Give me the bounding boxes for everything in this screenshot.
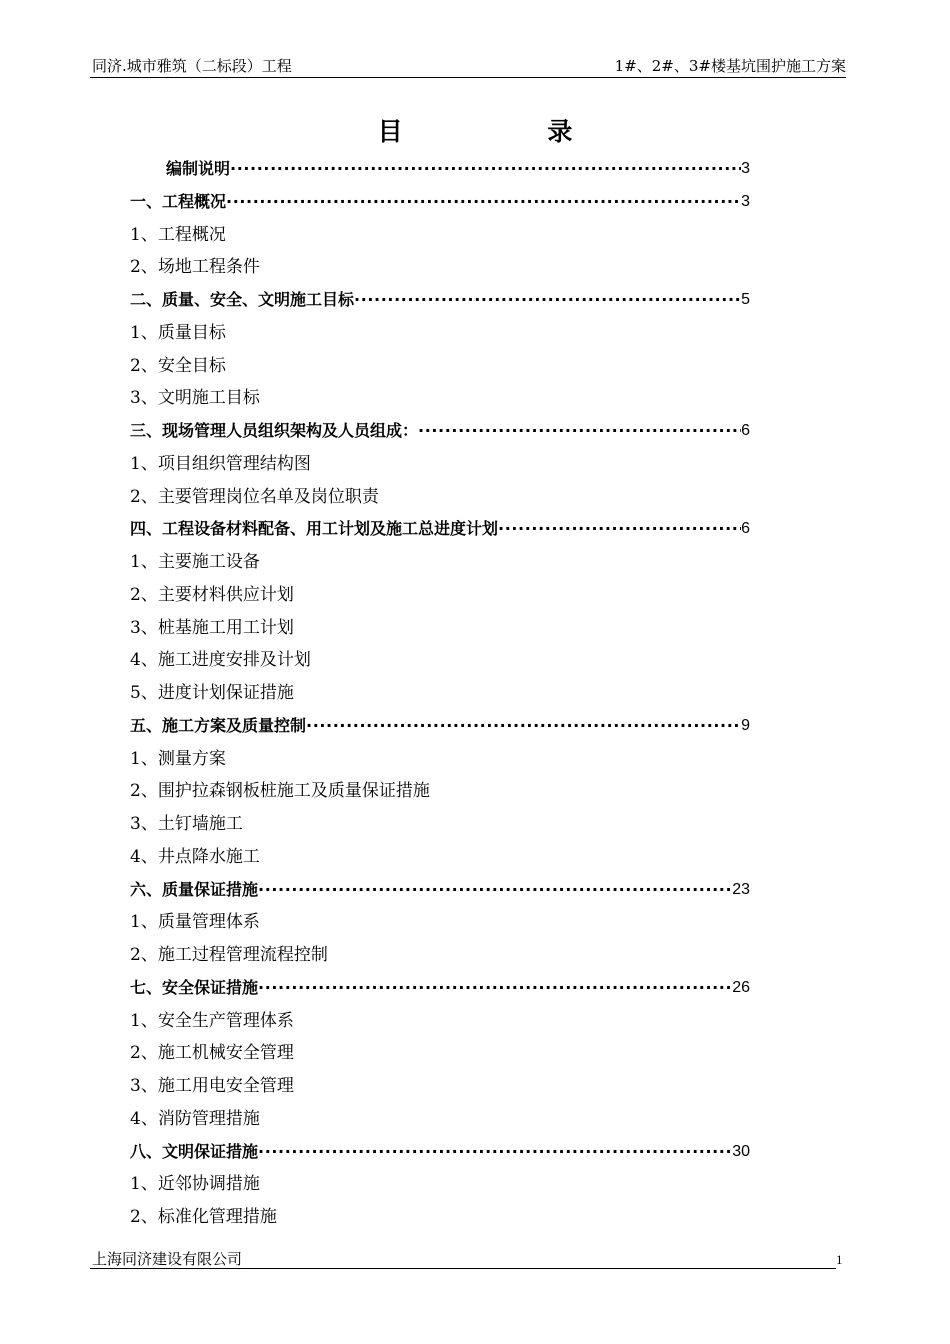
toc-leader-dots bbox=[418, 415, 741, 448]
toc-entry-label: 二、质量、安全、文明施工目标 bbox=[130, 290, 355, 309]
toc-entry-page: 26 bbox=[732, 978, 750, 996]
toc-entry-page: 30 bbox=[732, 1142, 750, 1160]
page-number: 1 bbox=[836, 1252, 843, 1267]
toc-section-entry[interactable] bbox=[130, 710, 750, 743]
toc-subentry[interactable]: 4、井点降水施工 bbox=[130, 846, 260, 867]
toc-leader-dots bbox=[306, 710, 741, 743]
toc-entry-page: 9 bbox=[741, 716, 750, 734]
toc-leader-dots bbox=[230, 153, 741, 186]
toc-subentry[interactable]: 1、安全生产管理体系 bbox=[130, 1010, 294, 1031]
toc-subentry[interactable]: 4、施工进度安排及计划 bbox=[130, 650, 311, 671]
toc-section-entry[interactable] bbox=[130, 284, 750, 317]
toc-subentry[interactable]: 2、围护拉森钢板桩施工及质量保证措施 bbox=[130, 781, 430, 802]
toc-subentry[interactable]: 3、施工用电安全管理 bbox=[130, 1076, 294, 1096]
header-document-name: 1#、2#、3#楼基坑围护施工方案 bbox=[614, 57, 846, 75]
toc-subentry[interactable]: 1、质量目标 bbox=[130, 322, 226, 343]
toc-subentry[interactable]: 4、消防管理措施 bbox=[130, 1108, 260, 1129]
toc-subentry[interactable]: 1、项目组织管理结构图 bbox=[130, 453, 311, 474]
toc-leader-dots bbox=[498, 513, 741, 546]
toc-entry-label: 七、安全保证措施 bbox=[130, 977, 259, 997]
toc-section-entry[interactable] bbox=[130, 186, 750, 219]
toc-section-entry[interactable] bbox=[130, 972, 750, 1005]
toc-subentry[interactable]: 2、安全目标 bbox=[130, 355, 226, 376]
toc-subentry[interactable]: 1、主要施工设备 bbox=[130, 552, 260, 572]
toc-section-entry[interactable] bbox=[130, 874, 750, 907]
toc-subentry[interactable]: 2、施工过程管理流程控制 bbox=[130, 945, 328, 965]
toc-subentry[interactable]: 2、主要管理岗位名单及岗位职责 bbox=[130, 486, 379, 507]
toc-section-entry[interactable] bbox=[130, 1136, 750, 1169]
toc-subentry[interactable]: 3、桩基施工用工计划 bbox=[130, 617, 294, 638]
toc-subentry[interactable]: 5、进度计划保证措施 bbox=[130, 683, 294, 703]
toc-subentry[interactable]: 1、质量管理体系 bbox=[130, 912, 260, 933]
toc-subentry[interactable]: 1、近邻协调措施 bbox=[130, 1174, 260, 1195]
toc-entry-intro[interactable] bbox=[130, 153, 750, 186]
toc-subentry[interactable]: 3、文明施工目标 bbox=[130, 388, 260, 409]
toc-entry-page: 5 bbox=[741, 291, 750, 308]
toc-entry-page: 6 bbox=[741, 520, 750, 538]
toc-leader-dots bbox=[226, 186, 741, 219]
footer-company: 上海同济建设有限公司 bbox=[92, 1250, 243, 1268]
toc-entry-page: 23 bbox=[732, 880, 750, 898]
toc-leader-dots bbox=[258, 972, 732, 1005]
toc-entry-label: 六、质量保证措施 bbox=[130, 879, 259, 899]
toc-entry-label: 五、施工方案及质量控制 bbox=[130, 715, 307, 735]
toc-subentry[interactable]: 2、施工机械安全管理 bbox=[130, 1043, 294, 1064]
toc-entry-label: 编制说明 bbox=[166, 159, 231, 178]
toc-subentry[interactable]: 1、工程概况 bbox=[130, 224, 226, 245]
page-footer bbox=[90, 1250, 836, 1269]
toc-subentry[interactable]: 2、主要材料供应计划 bbox=[130, 584, 294, 605]
toc-section-entry[interactable] bbox=[130, 513, 750, 546]
toc-entry-label: 八、文明保证措施 bbox=[130, 1141, 259, 1161]
toc-title: 目 录 bbox=[377, 117, 641, 146]
page-header bbox=[90, 55, 846, 78]
toc-entry-page: 3 bbox=[741, 192, 750, 210]
toc-subentry[interactable]: 2、场地工程条件 bbox=[130, 257, 260, 278]
toc-subentry[interactable]: 2、标准化管理措施 bbox=[130, 1207, 277, 1227]
toc-section-entry[interactable] bbox=[130, 415, 750, 448]
toc-entry-label: 一、工程概况 bbox=[130, 191, 227, 211]
toc-leader-dots bbox=[258, 1136, 732, 1169]
toc-subentry[interactable]: 3、土钉墙施工 bbox=[130, 814, 243, 834]
toc-subentry[interactable]: 1、测量方案 bbox=[130, 748, 226, 769]
header-project-name: 同济.城市雅筑（二标段）工程 bbox=[92, 57, 292, 75]
toc-entry-label: 四、工程设备材料配备、用工计划及施工总进度计划 bbox=[130, 519, 499, 539]
toc-leader-dots bbox=[258, 874, 732, 907]
toc-leader-dots bbox=[354, 284, 741, 317]
toc-entry-label: 三、现场管理人员组织架构及人员组成： bbox=[130, 421, 419, 440]
toc-entry-page: 3 bbox=[741, 160, 750, 177]
toc-entry-page: 6 bbox=[741, 422, 750, 439]
table-of-contents bbox=[130, 153, 750, 1234]
